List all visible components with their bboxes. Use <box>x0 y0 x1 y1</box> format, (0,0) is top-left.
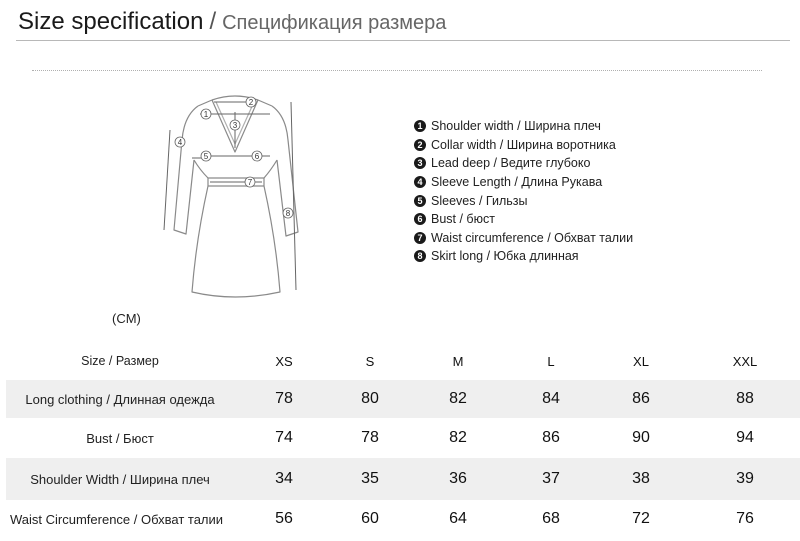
row-label: Bust / Бюст <box>6 418 234 458</box>
size-header: L <box>547 353 555 369</box>
size-header: XXL <box>732 353 758 369</box>
table-cell: 84 <box>510 380 592 418</box>
legend-label: Waist circumference / Обхват талии <box>431 230 634 245</box>
measurement-legend <box>414 117 633 266</box>
table-cell: 35 <box>334 458 406 500</box>
table-cell: 90 <box>592 418 690 458</box>
marker-6: 6 <box>254 152 260 161</box>
table-cell: 60 <box>334 500 406 538</box>
table-cell: 94 <box>690 418 800 458</box>
marker-5: 5 <box>203 152 209 161</box>
row-label: Waist Circumference / Обхват талии <box>6 500 234 538</box>
table-cell: 88 <box>690 380 800 418</box>
legend-item <box>414 229 633 248</box>
legend-label: Sleeve Length / Длина Рукава <box>431 175 603 190</box>
title-underline <box>16 40 790 41</box>
title-english: Size specification <box>18 8 204 35</box>
table-cell: 86 <box>510 418 592 458</box>
marker-1: 1 <box>203 110 209 119</box>
table-cell: 82 <box>406 418 510 458</box>
table-cell: 72 <box>592 500 690 538</box>
title-separator: / <box>209 8 217 35</box>
table-cell: 78 <box>234 380 334 418</box>
table-row <box>6 500 800 538</box>
table-cell: 76 <box>690 500 800 538</box>
legend-label: Collar width / Ширина воротника <box>431 137 616 152</box>
legend-label: Bust / бюст <box>431 212 495 227</box>
marker-7: 7 <box>247 178 253 187</box>
table-row <box>6 380 800 418</box>
table-cell: 80 <box>334 380 406 418</box>
legend-item <box>414 117 633 136</box>
number-badge-icon: 8 <box>414 250 426 262</box>
number-badge-icon: 5 <box>414 195 426 207</box>
table-cell: 38 <box>592 458 690 500</box>
table-header-row <box>6 342 800 380</box>
table-cell: 39 <box>690 458 800 500</box>
number-badge-icon: 7 <box>414 232 426 244</box>
table-cell: 78 <box>334 418 406 458</box>
marker-4: 4 <box>177 138 183 147</box>
table-cell: 68 <box>510 500 592 538</box>
number-badge-icon: 4 <box>414 176 426 188</box>
legend-label: Lead deep / Ведите глубоко <box>431 156 591 171</box>
size-header-label: Size / Размер <box>81 354 159 368</box>
number-badge-icon: 6 <box>414 213 426 225</box>
row-label: Shoulder Width / Ширина плеч <box>6 458 234 500</box>
number-badge-icon: 2 <box>414 139 426 151</box>
legend-item <box>414 247 633 266</box>
marker-8: 8 <box>285 209 291 218</box>
dotted-divider <box>32 70 762 71</box>
table-cell: 74 <box>234 418 334 458</box>
size-header: M <box>452 353 464 369</box>
table-cell: 86 <box>592 380 690 418</box>
marker-2: 2 <box>248 98 254 107</box>
table-cell: 64 <box>406 500 510 538</box>
table-cell: 56 <box>234 500 334 538</box>
table-row <box>6 418 800 458</box>
marker-3: 3 <box>232 121 238 130</box>
row-label: Long clothing / Длинная одежда <box>6 380 234 418</box>
unit-label: (CM) <box>112 311 141 326</box>
dress-measurement-diagram <box>160 90 310 305</box>
number-badge-icon: 3 <box>414 157 426 169</box>
table-cell: 37 <box>510 458 592 500</box>
table-cell: 34 <box>234 458 334 500</box>
number-badge-icon: 1 <box>414 120 426 132</box>
legend-item <box>414 154 633 173</box>
size-header: XS <box>275 353 293 369</box>
legend-label: Sleeves / Гильзы <box>431 193 528 208</box>
table-row <box>6 458 800 500</box>
title-russian: Спецификация размера <box>222 12 447 34</box>
legend-label: Shoulder width / Ширина плеч <box>431 119 601 134</box>
size-header: XL <box>633 353 649 369</box>
table-cell: 82 <box>406 380 510 418</box>
legend-item <box>414 191 633 210</box>
legend-item <box>414 173 633 192</box>
page-title <box>18 8 446 36</box>
legend-label: Skirt long / Юбка длинная <box>431 249 579 264</box>
table-cell: 36 <box>406 458 510 500</box>
legend-item <box>414 136 633 155</box>
legend-item <box>414 210 633 229</box>
size-table <box>6 342 800 538</box>
size-header: S <box>365 353 375 369</box>
